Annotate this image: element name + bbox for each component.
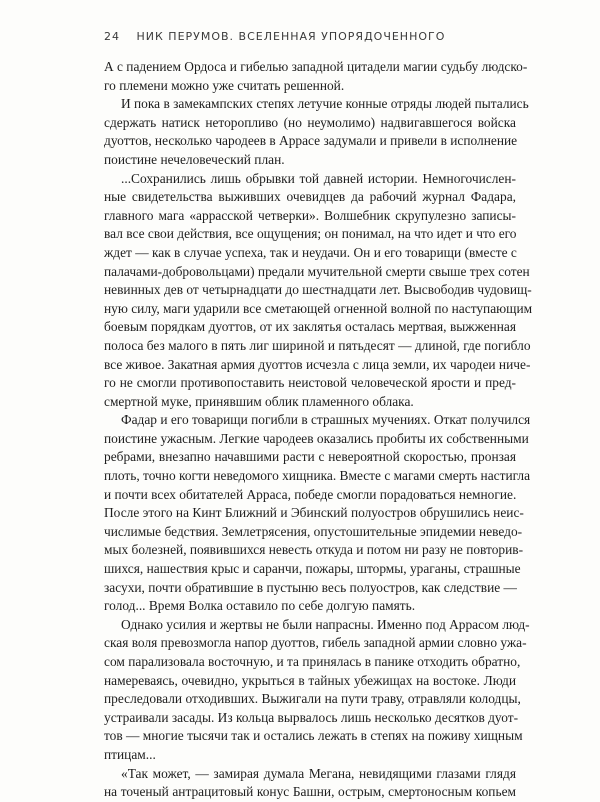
text-line: невинных дев от четырнадцати до шестнадцати лет. Высвободив чудовищ- bbox=[104, 282, 532, 298]
page-number: 24 bbox=[104, 30, 120, 43]
text-line: поистине ужасным. Легкие чародеев оказались пробиты их собственными bbox=[104, 430, 529, 446]
text-line: устраивали засады. Из кольца вырвалось лишь несколько десятков дуот- bbox=[104, 709, 519, 725]
text-line: намереваясь, очевидно, укрыться в тайных убежищах на востоке. Люди bbox=[104, 672, 516, 688]
paragraph bbox=[104, 616, 530, 765]
text-line: голод... Время Волка оставило по себе долгую память. bbox=[104, 598, 416, 614]
text-line: поистине нечеловеческий план. bbox=[104, 151, 285, 167]
text-line: После этого на Кинт Ближний и Эбинский полуостров обрушились неис- bbox=[104, 505, 524, 521]
text-line: смертной муке, принявшим облик пламенного облака. bbox=[104, 393, 414, 409]
paragraph bbox=[104, 765, 516, 802]
text-line: Фадар и его товарищи погибли в страшных мучениях. Откат получился bbox=[121, 412, 531, 428]
text-line: шихся, нашествия крыс и саранчи, пожары, штормы, ураганы, страшные bbox=[104, 561, 521, 577]
text-line: преследовали отходивших. Выжигали на пути траву, отравляли колодцы, bbox=[104, 691, 521, 707]
text-line: ные свидетельства выживших очевидцев да рабочий журнал Фадара, bbox=[104, 189, 516, 205]
text-line: засухи, почти обратившие в пустыню весь полуостров, как следствие — bbox=[104, 579, 517, 595]
text-line: плоть, точно когти неведомого хищника. Вместе с магами смерть настигла bbox=[104, 468, 531, 484]
text-line: «Так может, — замирая думала Мегана, невидящими глазами глядя bbox=[121, 765, 516, 781]
text-line: А с падением Ордоса и гибелью западной цитадели магии судьбу людско- bbox=[104, 59, 528, 74]
text-line: сдержать натиск неторопливо (но неумолимо) надвигавшегося войска bbox=[104, 114, 516, 130]
paragraph bbox=[104, 95, 529, 169]
text-line: ...Сохранились лишь обрывки той давней истории. Немногочислен- bbox=[121, 170, 516, 186]
body-text bbox=[104, 58, 533, 802]
paragraph bbox=[104, 411, 531, 616]
text-line: палачами-добровольцами) предали мучительной смерти свыше трех сотен bbox=[104, 263, 530, 279]
text-line: мых болезней, появившихся невесть откуда и потом ни разу не повторив- bbox=[104, 542, 524, 558]
text-line: птицам... bbox=[104, 746, 156, 762]
text-line: Однако усилия и жертвы не были напрасны. Именно под Аррасом люд- bbox=[121, 616, 530, 632]
running-title: НИК ПЕРУМОВ. ВСЕЛЕННАЯ УПОРЯДОЧЕННОГО bbox=[136, 30, 446, 43]
text-line: полоса без малого в пять лиг шириной и пятьдесят — длиной, где погибло bbox=[104, 337, 531, 353]
paragraph bbox=[104, 170, 533, 412]
text-line: на точеный антрацитовый конус Башни, острым, смертоносным копьем bbox=[104, 784, 516, 800]
text-line: числимые бедствия. Землетрясения, опустошительные эпидемии неведо- bbox=[104, 523, 523, 539]
text-line: вал все свои действия, все ощущения; он понимал, на что идет и что его bbox=[104, 226, 517, 242]
text-line: сом парализовала восточную, и та принялась в панике отходить обратно, bbox=[104, 654, 521, 669]
text-line: все живое. Закатная армия дуоттов исчезла с лица земли, их чародеи ниче- bbox=[104, 356, 531, 372]
text-line: ную силу, маги ударили все сметающей огненной волной по наступающим bbox=[104, 300, 533, 316]
text-line: го не смогли противопоставить неистовой человеческой ярости и пред- bbox=[104, 375, 516, 391]
text-line: И пока в замекампских степях летучие конные отряды людей пытались bbox=[121, 96, 529, 112]
text-line: ждет — как в случае успеха, так и неудачи. Он и его товарищи (вместе с bbox=[104, 244, 517, 260]
text-line: ребрами, внезапно начавшими расти с невероятной скоростью, пронзая bbox=[104, 449, 516, 465]
running-head bbox=[104, 30, 524, 43]
text-line: дуоттов, несколько чародеев в Аррасе задумали и привели в исполнение bbox=[104, 133, 518, 149]
text-line: и почти всех обитателей Арраса, победе смогли порадоваться немногие. bbox=[104, 486, 517, 502]
text-line: го племени можно уже считать решенной. bbox=[104, 77, 345, 93]
paragraph bbox=[104, 58, 528, 95]
text-line: боевым порядкам дуоттов, от их заклятья осталась мертвая, выжженная bbox=[104, 319, 516, 335]
text-line: ская воля превозмогла напор дуоттов, гибель западной армии словно ужа- bbox=[104, 635, 527, 651]
text-line: тов — многие тысячи так и остались лежать в степях на поживу хищным bbox=[104, 728, 523, 744]
text-line: главного мага «аррасской четверки». Волшебник скрупулезно записы- bbox=[104, 207, 516, 223]
